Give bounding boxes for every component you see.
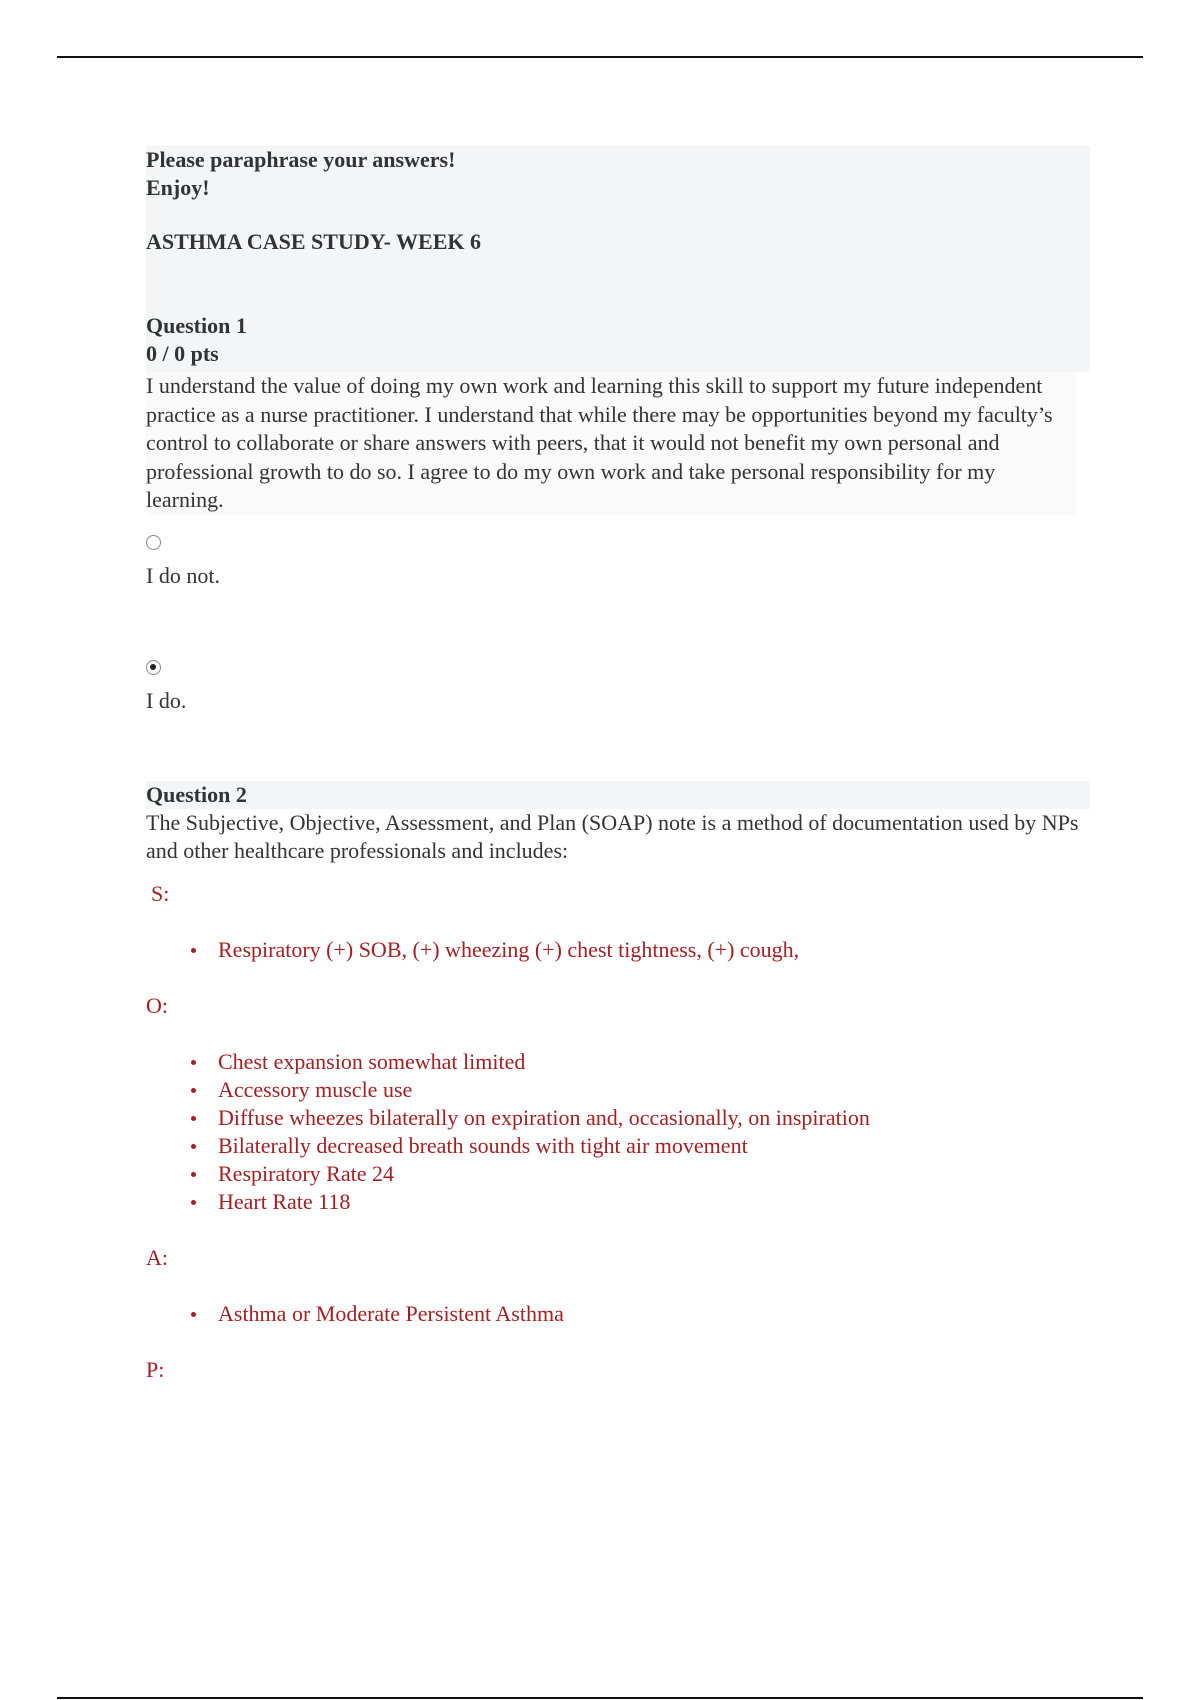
soap-o-label: O: xyxy=(146,992,168,1018)
soap-a-label: A: xyxy=(146,1244,168,1270)
bottom-rule xyxy=(57,1697,1143,1699)
option-i-do-not[interactable] xyxy=(146,535,1090,590)
question-2-title: Question 2 xyxy=(146,781,1090,809)
list-item: Respiratory Rate 24 xyxy=(218,1160,1090,1188)
radio-unselected-icon[interactable] xyxy=(146,535,161,550)
radio-selected-icon[interactable] xyxy=(146,660,161,675)
header-block xyxy=(146,146,1090,372)
list-item: Bilaterally decreased breath sounds with tight air movement xyxy=(218,1132,1090,1160)
option-i-do[interactable] xyxy=(146,660,1090,715)
list-item: Diffuse wheezes bilaterally on expiration and, occasionally, on inspiration xyxy=(218,1104,1090,1132)
list-item: Asthma or Moderate Persistent Asthma xyxy=(218,1300,1090,1328)
list-item: Accessory muscle use xyxy=(218,1076,1090,1104)
case-title: ASTHMA CASE STUDY- WEEK 6 xyxy=(146,229,481,254)
top-rule xyxy=(57,56,1143,58)
question-2-text: The Subjective, Objective, Assessment, and Plan (SOAP) note is a method of documentation used by NPs and other healthcare professionals and includes: xyxy=(146,809,1079,863)
soap-a-list xyxy=(146,1300,1090,1328)
question-1-title: Question 1 xyxy=(146,313,247,338)
document-content xyxy=(146,146,1090,1384)
list-item: Heart Rate 118 xyxy=(218,1188,1090,1216)
soap-s-list xyxy=(146,936,1090,964)
list-item: Chest expansion somewhat limited xyxy=(218,1048,1090,1076)
intro-line-2: Enjoy! xyxy=(146,175,210,200)
question-1-points: 0 / 0 pts xyxy=(146,341,219,366)
soap-o-list xyxy=(146,1048,1090,1216)
soap-p-label: P: xyxy=(146,1356,165,1382)
option-label: I do. xyxy=(146,687,187,713)
question-1-text: I understand the value of doing my own work and learning this skill to support my future independent practice as a nurse practitioner. I understand that while there may be opportunities beyond my faculty’s control to collaborate or share answers with peers, that it would not benefit my own personal and professional growth to do so. I agree to do my own work and take personal responsibility for my learning. xyxy=(146,372,1076,515)
list-item: Respiratory (+) SOB, (+) wheezing (+) chest tightness, (+) cough, xyxy=(218,936,1090,964)
intro-line-1: Please paraphrase your answers! xyxy=(146,147,456,172)
soap-s-label: S: xyxy=(151,880,170,906)
option-label: I do not. xyxy=(146,562,220,588)
